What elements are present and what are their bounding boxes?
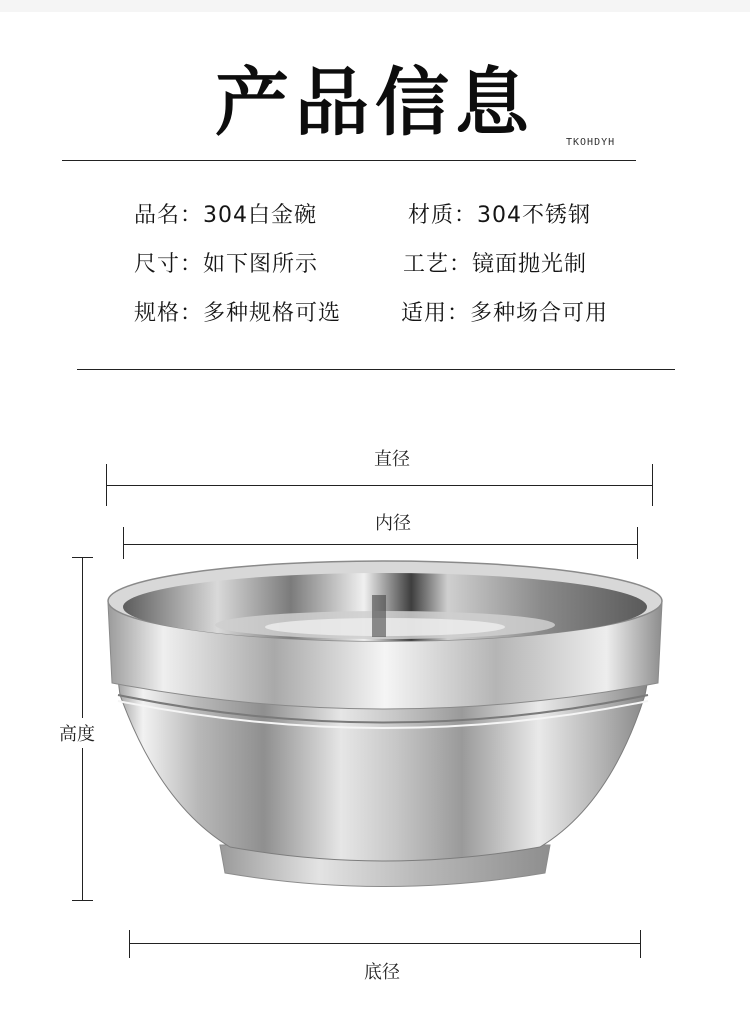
spec-name-value: 304白金碗 bbox=[203, 203, 318, 228]
spec-name bbox=[134, 201, 317, 231]
diameter-tick-right bbox=[652, 464, 653, 506]
inner-diameter-label: 内径 bbox=[375, 513, 411, 534]
height-tick-bottom bbox=[72, 900, 93, 901]
bowl-image bbox=[100, 555, 670, 905]
spec-range-label: 规格： bbox=[134, 301, 204, 326]
spec-range bbox=[134, 299, 341, 329]
base-diameter-tick-left bbox=[129, 930, 130, 958]
spec-usage-value: 多种场合可用 bbox=[470, 301, 609, 326]
spec-size bbox=[134, 250, 318, 280]
base-diameter-label: 底径 bbox=[364, 962, 400, 983]
height-label: 高度 bbox=[59, 718, 95, 748]
spec-usage bbox=[401, 299, 608, 329]
diameter-label: 直径 bbox=[374, 449, 410, 470]
brand-mark: TKOHDYH bbox=[566, 137, 616, 148]
bowl-illustration bbox=[100, 555, 670, 905]
diameter-tick-left bbox=[106, 464, 107, 506]
spec-craft bbox=[403, 250, 587, 280]
spec-name-label: 品名： bbox=[134, 203, 204, 228]
top-strip bbox=[0, 0, 750, 12]
height-tick-top bbox=[72, 557, 93, 558]
spec-material bbox=[408, 201, 591, 231]
spec-size-label: 尺寸： bbox=[134, 252, 204, 277]
page-title: 产品信息 bbox=[215, 60, 535, 146]
section-divider bbox=[77, 369, 675, 370]
spec-material-value: 304不锈钢 bbox=[477, 203, 592, 228]
spec-usage-label: 适用： bbox=[401, 301, 471, 326]
base-diameter-line bbox=[129, 943, 640, 944]
spec-craft-label: 工艺： bbox=[403, 252, 473, 277]
diameter-line bbox=[106, 485, 653, 486]
title-divider bbox=[62, 160, 636, 161]
spec-size-value: 如下图所示 bbox=[203, 252, 319, 277]
spec-range-value: 多种规格可选 bbox=[203, 301, 342, 326]
inner-diameter-line bbox=[123, 544, 638, 545]
spec-craft-value: 镜面抛光制 bbox=[472, 252, 588, 277]
base-diameter-tick-right bbox=[640, 930, 641, 958]
spec-material-label: 材质： bbox=[408, 203, 478, 228]
